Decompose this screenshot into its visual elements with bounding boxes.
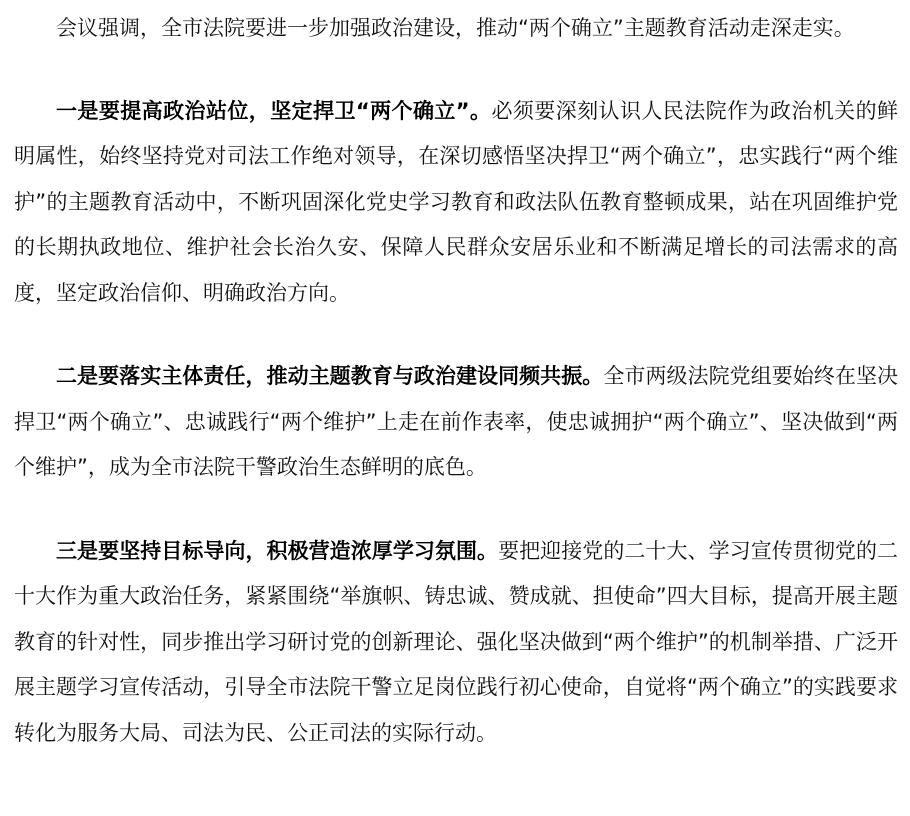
paragraph-point-two: [14, 354, 898, 491]
paragraph-heading: 二是要落实主体责任，推动主题教育与政治建设同频共振。: [56, 364, 604, 388]
paragraph-heading: 三是要坚持目标导向，积极营造浓厚学习氛围。: [56, 538, 499, 563]
paragraph-point-one: [14, 89, 898, 317]
paragraph-heading: 一是要提高政治站位，坚定捍卫“两个确立”。: [56, 98, 492, 123]
article-body: [14, 0, 898, 756]
paragraph-intro: [14, 0, 898, 52]
paragraph-text: 要把迎接党的二十大、学习宣传贯彻党的二十大作为重大政治任务，紧紧围绕“举旗帜、铸忠诚、赞成就、担使命”四大目标，提高开展主题教育的针对性，同步推出学习研讨党的创新理论、强化坚决做到“两个维护”的机制举措、广泛开展主题学习宣传活动，引导全市法院干警立足岗位践行初心使命，自觉将“两个确立”的实践要求转化为服务大局、司法为民、公正司法的实际行动。: [14, 538, 898, 745]
paragraph-text: 全市两级法院党组要始终在坚决捍卫“两个确立”、忠诚践行“两个维护”上走在前作表率，使忠诚拥护“两个确立”、坚决做到“两个维护”，成为全市法院干警政治生态鲜明的底色。: [14, 364, 899, 479]
paragraph-point-three: [14, 529, 898, 757]
paragraph-text: 必须要深刻认识人民法院作为政治机关的鲜明属性，始终坚持党对司法工作绝对领导，在深切感悟坚决捍卫“两个确立”，忠实践行“两个维护”的主题教育活动中，不断巩固深化党史学习教育和政法队伍教育整顿成果，站在巩固维护党的长期执政地位、维护社会长治久安、保障人民群众安居乐业和不断满足增长的司法需求的高度，坚定政治信仰、明确政治方向。: [14, 98, 899, 305]
paragraph-text: 会议强调，全市法院要进一步加强政治建设，推动“两个确立”主题教育活动走深走实。: [56, 16, 855, 40]
